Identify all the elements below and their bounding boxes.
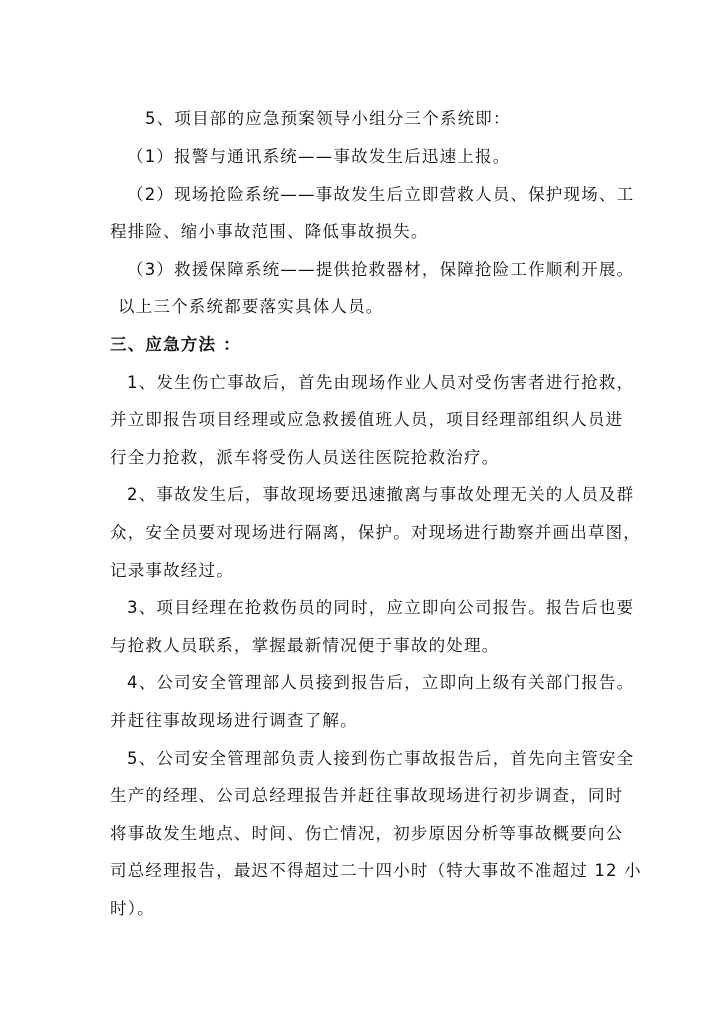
text-line-14: 3、项目经理在抢救伤员的同时，应立即向公司报告。报告后也要 [127, 598, 635, 617]
text-line-3: （2）现场抢险系统——事故发生后立即营救人员、保护现场、工 [127, 185, 635, 204]
text-line-8: 1、发生伤亡事故后，首先由现场作业人员对受伤害者进行抢救， [127, 373, 635, 392]
text-line-18: 5、公司安全管理部负责人接到伤亡事故报告后，首先向主管安全 [127, 749, 635, 768]
text-line-10: 行全力抢救，派车将受伤人员送往医院抢救治疗。 [110, 448, 500, 467]
text-line-4: 程排险、缩小事故范围、降低事故损失。 [110, 222, 429, 241]
text-line-20: 将事故发生地点、时间、伤亡情况，初步原因分析等事故概要向公 [110, 824, 624, 843]
section-heading: 三、应急方法 ： [110, 335, 241, 354]
text-line-21: 司总经理报告，最迟不得超过二十四小时（特大事故不准超过 12 小 [110, 861, 642, 880]
text-line-15: 与抢救人员联系，掌握最新情况便于事故的处理。 [110, 636, 500, 655]
text-line-22: 时）。 [110, 899, 155, 918]
text-line-12: 众，安全员要对现场进行隔离，保护。对现场进行勘察并画出草图， [110, 523, 641, 542]
text-line-6: 以上三个系统都要落实具体人员。 [118, 297, 384, 316]
text-line-19: 生产的经理、公司总经理报告并赶往事故现场进行初步调查，同时 [110, 786, 624, 805]
text-line-11: 2、事故发生后，事故现场要迅速撤离与事故处理无关的人员及群 [127, 485, 635, 504]
text-line-9: 并立即报告项目经理或应急救援值班人员，项目经理部组织人员进 [110, 410, 624, 429]
text-line-5: （3）救援保障系统——提供抢救器材，保障抢险工作顺利开展。 [127, 260, 635, 279]
text-line-13: 记录事故经过。 [110, 561, 234, 580]
text-line-2: （1）报警与通讯系统——事故发生后迅速上报。 [127, 147, 511, 166]
text-line-1: 5、项目部的应急预案领导小组分三个系统即： [145, 109, 511, 128]
text-line-16: 4、公司安全管理部人员接到报告后，立即向上级有关部门报告。 [127, 673, 635, 692]
text-line-17: 并赶往事故现场进行调查了解。 [110, 711, 358, 730]
